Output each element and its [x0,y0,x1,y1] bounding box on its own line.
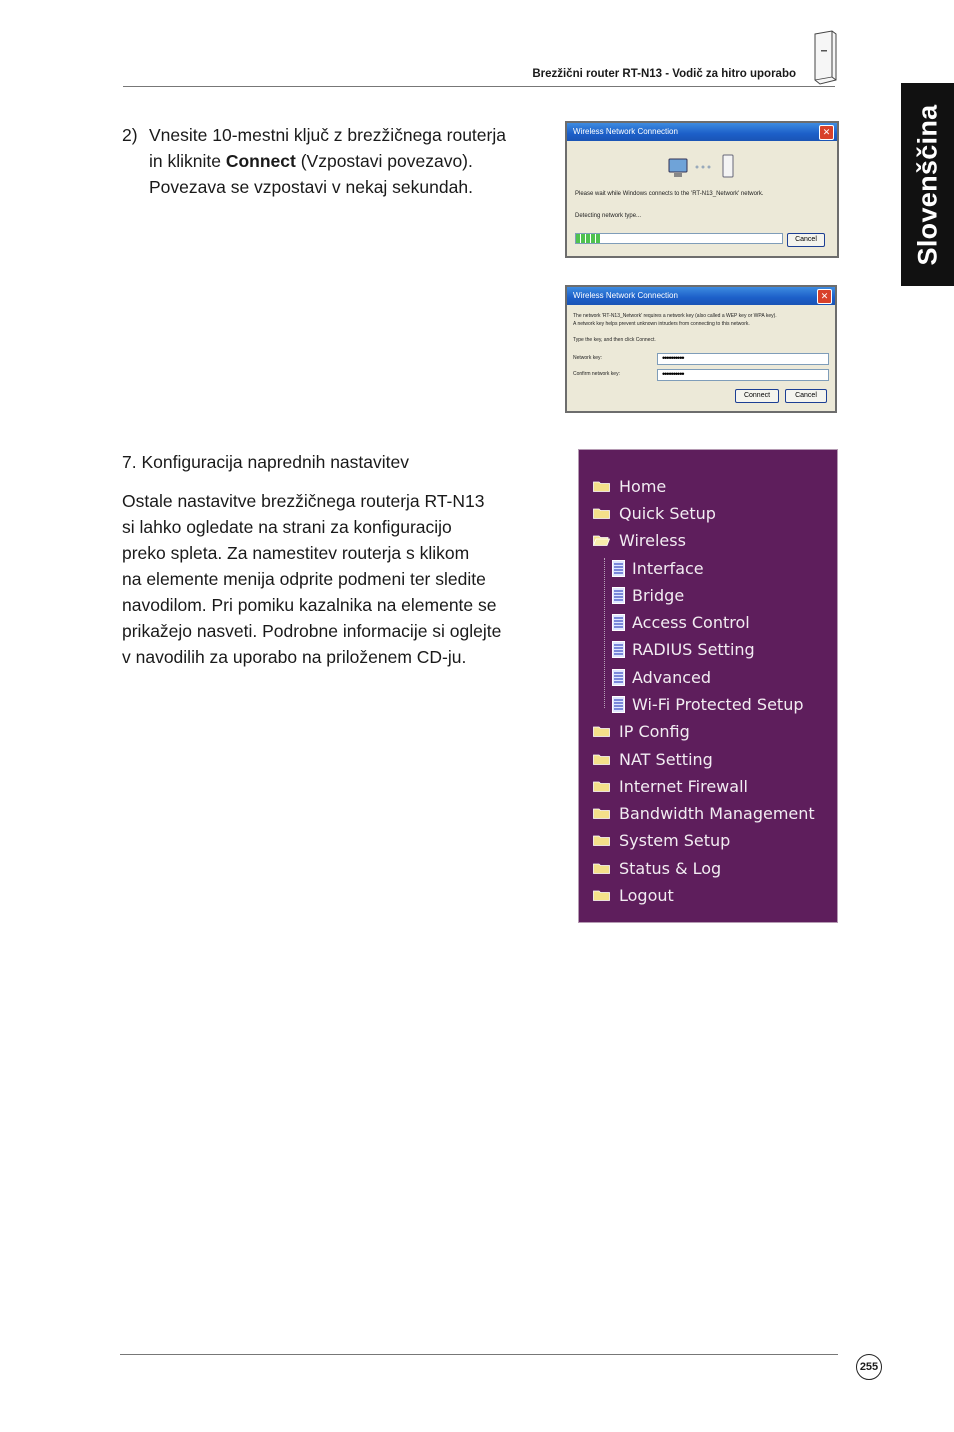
menu-item-status-log[interactable] [593,858,721,880]
network-key-label: Network key: [573,355,602,361]
dialog-titlebar [567,287,835,305]
paragraph-line: prikažejo nasveti. Podrobne informacije si oglejte [122,621,502,641]
confirm-key-label: Confirm network key: [573,371,620,377]
folder-icon [593,507,610,519]
step-2-line-2-pre: in kliknite [149,151,226,171]
menu-item-ip-config[interactable] [593,721,690,743]
menu-item-bridge[interactable] [612,585,684,607]
connecting-dialog-screenshot [565,121,839,258]
dialog-titlebar [567,123,837,141]
page-number: 255 [856,1354,882,1380]
section-paragraph [122,488,501,670]
detecting-status: Detecting network type... [575,213,642,219]
menu-item-label: Bandwidth Management [619,804,815,823]
menu-item-label: Access Control [632,613,750,632]
menu-item-nat-setting[interactable] [593,749,713,771]
paragraph-line: navodilom. Pri pomiku kazalnika na elemente se [122,595,497,615]
step-2-line-2-post: (Vzpostavi povezavo). [295,151,473,171]
menu-item-radius-setting[interactable] [612,639,755,661]
menu-item-label: NAT Setting [619,750,713,769]
menu-item-quick-setup[interactable] [593,503,716,525]
paragraph-line: v navodilih za uporabo na priloženem CD-ju. [122,647,467,667]
key-instruction: Type the key, and then click Connect. [573,337,656,343]
menu-item-system-setup[interactable] [593,830,730,852]
key-help-message: A network key helps prevent unknown intruders from connecting to this network. [573,321,750,327]
menu-item-home[interactable] [593,476,666,498]
document-icon [612,669,625,686]
menu-item-label: Status & Log [619,859,722,878]
router-icon [812,30,838,86]
header-divider [123,86,835,87]
document-icon [612,587,625,604]
menu-item-label: Quick Setup [619,504,716,523]
menu-item-label: System Setup [619,831,731,850]
folder-icon [593,725,610,737]
menu-item-label: Internet Firewall [619,777,748,796]
menu-item-bandwidth-management[interactable] [593,803,815,825]
connect-button[interactable]: Connect [735,389,779,403]
network-key-dialog-screenshot [565,285,837,413]
progress-bar [575,233,783,244]
document-icon [612,641,625,658]
paragraph-line: na elemente menija odprite podmeni ter sledite [122,569,486,589]
cancel-button[interactable]: Cancel [785,389,827,403]
dialog-title: Wireless Network Connection [573,291,678,300]
menu-item-label: Advanced [632,668,712,687]
menu-item-advanced[interactable] [612,667,711,689]
paragraph-line: Ostale nastavitve brezžičnega routerja RT-N13 [122,491,485,511]
tree-connector [604,558,606,708]
step-2-line-3: Povezava se vzpostavi v nekaj sekundah. [149,177,473,197]
menu-item-label: Wireless [619,531,686,550]
folder-icon [593,780,610,792]
section-heading: 7. Konfiguracija naprednih nastavitev [122,452,409,472]
network-key-field[interactable]: •••••••••• [657,353,829,365]
progress-fill [576,234,601,243]
connect-keyword: Connect [225,151,296,171]
menu-item-label: Bridge [632,586,685,605]
menu-item-access-control[interactable] [612,612,750,634]
step-2-line-1: Vnesite 10-mestni ključ z brezžičnega routerja [149,125,506,145]
footer-divider [120,1354,838,1355]
confirm-key-field[interactable]: •••••••••• [657,369,829,381]
step-2-instructions [149,122,506,200]
document-icon [612,696,625,713]
running-header: Brezžični router RT-N13 - Vodič za hitro uporabo [532,68,796,80]
folder-icon [593,862,610,874]
menu-item-label: Logout [619,886,674,905]
folder-icon [593,807,610,819]
folder-icon [593,889,610,901]
menu-item-label: Interface [632,559,704,578]
cancel-button[interactable]: Cancel [787,233,825,247]
language-tab [901,83,954,286]
folder-icon [593,834,610,846]
menu-item-interface[interactable] [612,558,704,580]
dialog-title: Wireless Network Connection [573,127,678,136]
menu-item-internet-firewall[interactable] [593,776,748,798]
close-icon[interactable]: ✕ [819,125,834,140]
menu-item-label: Home [619,477,667,496]
network-connecting-icon [665,153,745,183]
folder-icon [593,480,610,492]
step-2-line-2 [149,148,506,174]
step-number: 2) [122,125,138,145]
paragraph-line: preko spleta. Za namestitev routerja s klikom [122,543,470,563]
language-tab-label: Slovenščina [912,104,942,265]
menu-item-label: Wi-Fi Protected Setup [632,695,804,714]
close-icon[interactable]: ✕ [817,289,832,304]
menu-item-wi-fi-protected-setup[interactable] [612,694,803,716]
paragraph-line: si lahko ogledate na strani za konfiguracijo [122,517,452,537]
document-icon [612,560,625,577]
folder-icon [593,753,610,765]
menu-item-wireless[interactable] [593,530,686,552]
open-folder-icon [593,534,610,546]
menu-item-label: RADIUS Setting [632,640,755,659]
menu-item-logout[interactable] [593,885,674,907]
connecting-message: Please wait while Windows connects to the 'RT-N13_Network' network. [575,191,764,197]
menu-item-label: IP Config [619,722,690,741]
key-required-message: The network 'RT-N13_Network' requires a network key (also called a WEP key or WPA key). [573,313,777,319]
document-icon [612,614,625,631]
